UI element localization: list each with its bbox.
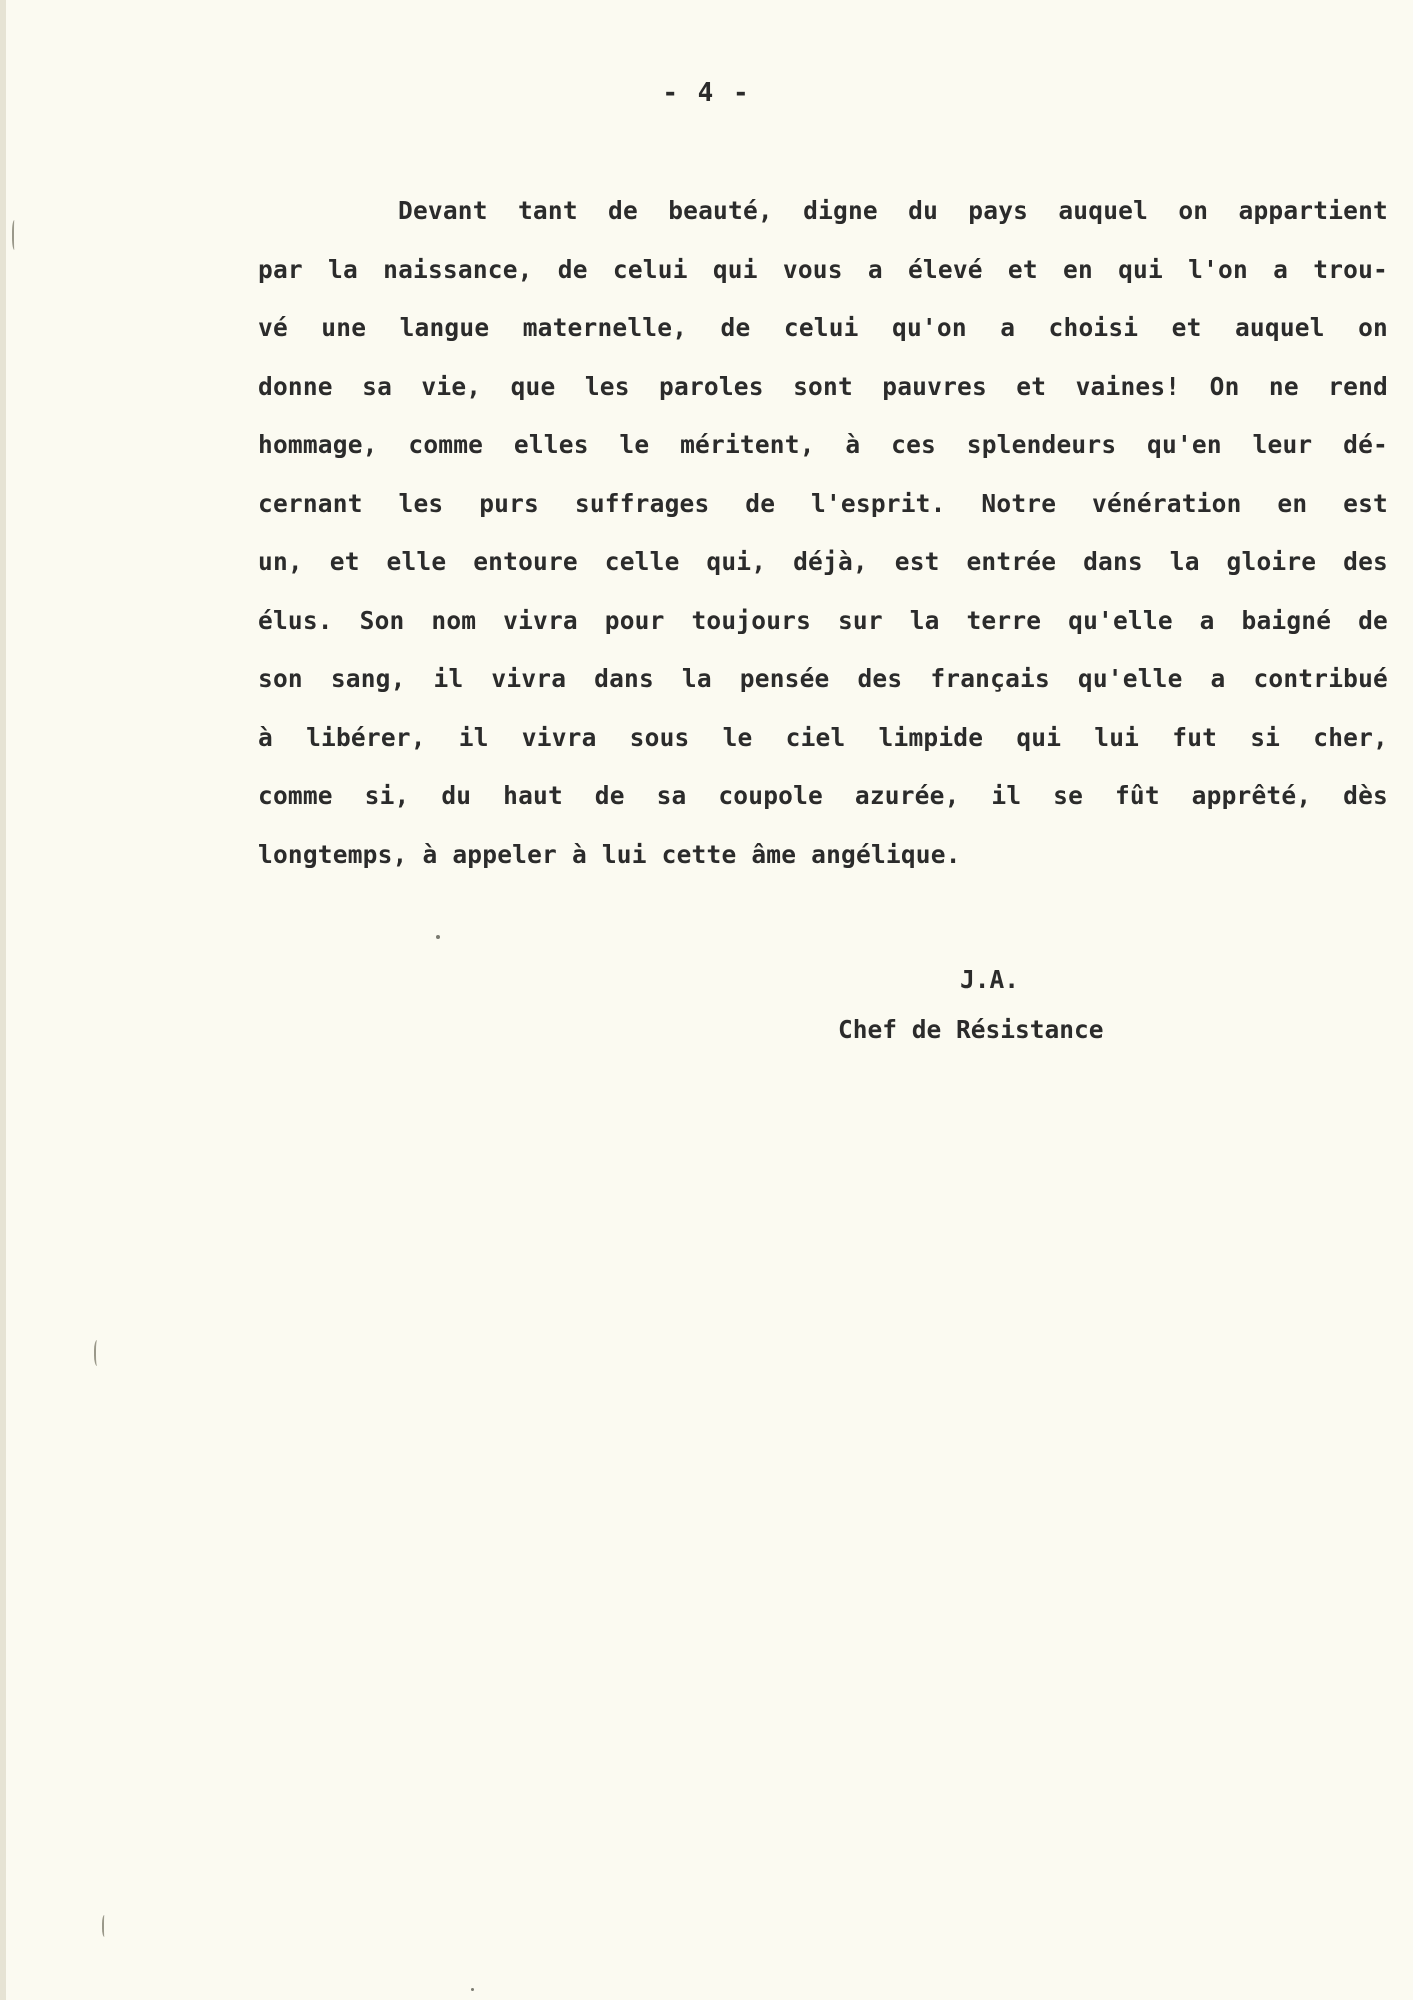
text-line: hommage, comme elles le méritent, à ces splendeurs qu'en leur dé- (258, 430, 1388, 459)
scan-mark (94, 1340, 102, 1366)
text-line: longtemps, à appeler à lui cette âme angélique. (258, 839, 961, 869)
signature-title: Chef de Résistance (838, 1015, 1104, 1044)
text-line: comme si, du haut de sa coupole azurée, il se fût apprêté, dès (258, 781, 1388, 810)
page-edge-shadow (0, 0, 6, 2000)
text-line: vé une langue maternelle, de celui qu'on a choisi et auquel on (258, 313, 1388, 342)
scan-mark (12, 220, 18, 250)
body-paragraph (258, 182, 1388, 884)
text-line: par la naissance, de celui qui vous a élevé et en qui l'on a trou- (258, 254, 1388, 284)
scan-speck (436, 935, 440, 939)
text-line: cernant les purs suffrages de l'esprit. Notre vénération en est (258, 488, 1388, 518)
signature-initials: J.A. (960, 965, 1020, 994)
text-line: donne sa vie, que les paroles sont pauvres et vaines! On ne rend (258, 371, 1388, 401)
text-line: Devant tant de beauté, digne du pays auquel on appartient (398, 196, 1388, 225)
text-line: à libérer, il vivra sous le ciel limpide qui lui fut si cher, (258, 722, 1388, 752)
text-line: un, et elle entoure celle qui, déjà, est entrée dans la gloire des (258, 547, 1388, 576)
text-line: élus. Son nom vivra pour toujours sur la terre qu'elle a baigné de (258, 605, 1388, 635)
scan-mark (102, 1915, 108, 1937)
page-number: - 4 - (662, 78, 751, 108)
text-line: son sang, il vivra dans la pensée des français qu'elle a contribué (258, 664, 1388, 693)
scan-speck (471, 1988, 474, 1991)
